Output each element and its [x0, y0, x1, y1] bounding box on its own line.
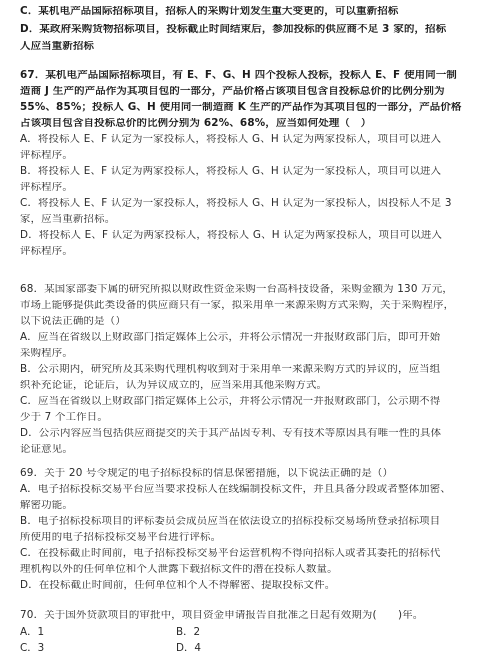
q67-stem-line-2: 造商 J 生产的产品作为其项目包的一部分，产品价格占该项目包含自投标总价的比例分别为 [20, 86, 445, 97]
q66-option-d-cont: 人应当重新招标 [20, 41, 95, 52]
q68-stem-line-3: 以下说法正确的是（） [20, 316, 126, 327]
q67-option-a-cont: 评标程序。 [20, 150, 73, 161]
q68-option-c-cont: 少于 7 个工作日。 [20, 412, 108, 423]
q69-option-b: B．电子招标投标项目的评标委员会成员应当在依法设立的招标投标交易场所登录招标项目 [20, 516, 441, 527]
q69-option-a-cont: 解密功能。 [20, 500, 73, 511]
q69-stem: 69．关于 20 号令规定的电子招标投标的信息保密措施，以下说法正确的是（） [20, 468, 394, 479]
q70-option-b: B．2 [176, 626, 201, 638]
q70-option-a: A．1 [20, 626, 45, 638]
q66-option-c: C．某机电产品国际招标项目，招标人的采购计划发生重大变更的，可以重新招标 [20, 6, 399, 17]
q69-option-c: C．在投标截止时间前，电子招标投标交易平台运营机构不得向招标人或者其委托的招标代 [20, 548, 441, 559]
q68-option-a: A．应当在省级以上财政部门指定媒体上公示，并将公示情况一并报财政部门后，即可开始 [20, 332, 441, 343]
q68-option-a-cont: 采购程序。 [20, 348, 73, 359]
q67-option-b: B．将投标人 E、F 认定为两家投标人，将投标人 G、H 认定为一家投标人，项目可以进入 [20, 166, 442, 177]
q67-stem-line-1: 67．某机电产品国际招标项目，有 E、F、G、H 四个投标人投标，投标人 E、F 使用同一制 [20, 70, 458, 81]
q67-option-d: D．将投标人 E、F 认定为两家投标人，将投标人 G、H 认定为两家投标人，项目可以进入 [20, 230, 443, 241]
q68-option-b-cont: 织补充论证，论证后，认为异议成立的，应当采用其他采购方式。 [20, 380, 328, 391]
q67-option-a: A．将投标人 E、F 认定为一家投标人，将投标人 G、H 认定为两家投标人，项目可以进入 [20, 134, 442, 145]
q69-option-c-cont: 理机构以外的任何单位和个人泄露下载招标文件的潜在投标人数量。 [20, 564, 338, 575]
q67-stem-line-3: 55%、85%；投标人 G、H 使用同一制造商 K 生产的产品作为其项目包的一部分，产品价格 [20, 102, 462, 113]
q70-option-d: D．4 [176, 642, 202, 654]
q67-option-c-cont: 家，应当重新招标。 [20, 214, 116, 225]
q67-option-d-cont: 评标程序。 [20, 246, 73, 257]
q66-option-d: D．某政府采购货物招标项目，投标截止时间结束后，参加投标的供应商不足 3 家的，招标 [20, 24, 447, 35]
q68-stem-line-1: 68．某国家部委下属的研究所拟以财政性资金采购一台高科技设备，采购金额为 130 万元， [20, 284, 453, 295]
q70-option-c: C．3 [20, 642, 45, 654]
q67-option-c: C．将投标人 E、F 认定为一家投标人，将投标人 G、H 认定为一家投标人，因投标人不足 3 [20, 198, 452, 209]
q68-stem-line-2: 市场上能够提供此类设备的供应商只有一家，拟采用单一来源采购方式采购，关于采购程序， [20, 300, 455, 311]
q68-option-d: D．公示内容应当包括供应商提交的关于其产品因专利、专有技术等原因具有唯一性的具体 [20, 428, 442, 439]
q70-stem: 70．关于国外贷款项目的审批中，项目资金申请报告自批准之日起有效期为( )年。 [20, 610, 424, 621]
q69-option-d: D．在投标截止时间前，任何单位和个人不得解密、提取投标文件。 [20, 580, 336, 591]
q68-option-c: C．应当在省级以上财政部门指定媒体上公示，并将公示情况一并报财政部门，公示期不得 [20, 396, 441, 407]
q69-option-b-cont: 所使用的电子招标投标交易平台进行评标。 [20, 532, 222, 543]
q67-option-b-cont: 评标程序。 [20, 182, 73, 193]
q67-stem-line-4: 占该项目包含自投标总价的比例分别为 62%、68%，应当如何处理（ ） [20, 118, 372, 129]
q68-option-b: B．公示期内，研究所及其采购代理机构收到对于采用单一来源采购方式的异议的，应当组 [20, 364, 441, 375]
q69-option-a: A．电子招标投标交易平台应当要求投标人在线编制投标文件，并且具备分段或者整体加密、 [20, 484, 451, 495]
q68-option-d-cont: 论证意见。 [20, 444, 73, 455]
